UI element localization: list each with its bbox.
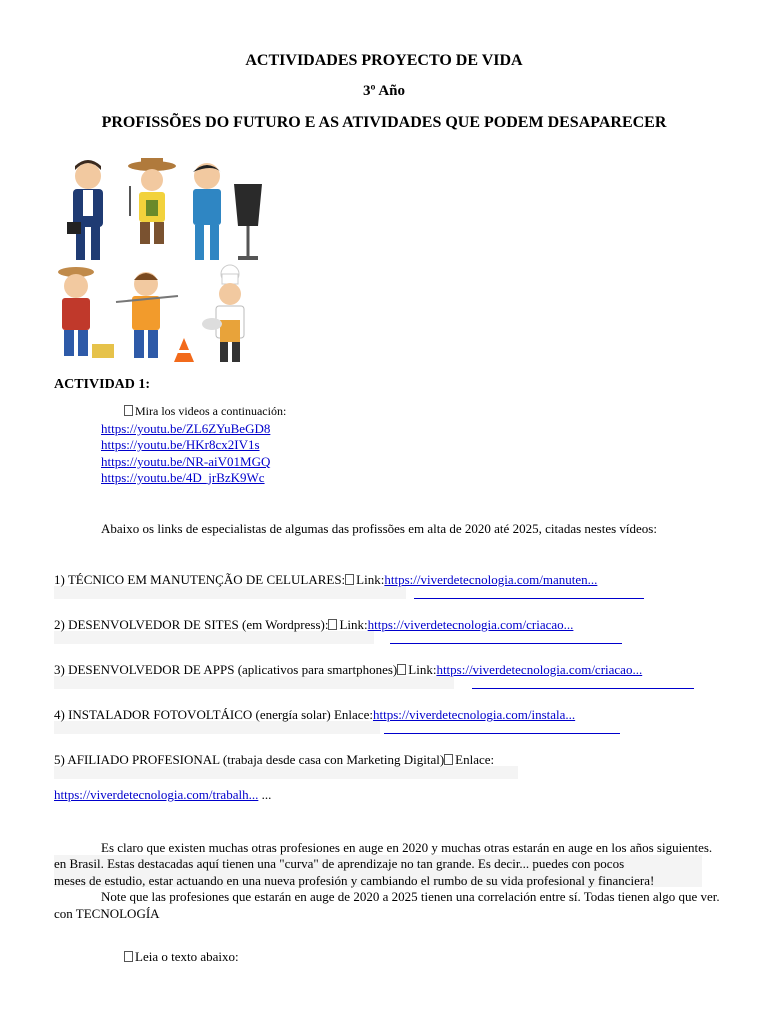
paragraph-line-4: Note que las profesiones que estarán en auge de 2020 a 2025 tienen una correlación entre sí. Todas tienen algo que ver.	[101, 889, 720, 904]
document-year: 3º Año	[362, 83, 406, 99]
video-link-3[interactable]: https://youtu.be/NR-aiV01MGQ	[101, 454, 271, 469]
chef-figure	[202, 265, 244, 362]
profession-item-5-link-line: https://viverdetecnologia.com/trabalh... ...	[54, 787, 272, 802]
videos-instruction: Mira los videos a continuación:	[124, 404, 286, 419]
link-underline	[384, 733, 620, 734]
profession-link-4[interactable]: https://viverdetecnologia.com/instala...	[372, 707, 576, 722]
tailor-figure	[193, 163, 262, 260]
link-underline	[414, 598, 644, 599]
video-link-4[interactable]: https://youtu.be/4D_jrBzK9Wc	[101, 470, 265, 485]
video-link-1[interactable]: https://youtu.be/ZL6ZYuBeGD8	[101, 421, 271, 436]
profession-link-1[interactable]: https://viverdetecnologia.com/manuten...	[384, 572, 598, 587]
profession-link-3[interactable]: https://viverdetecnologia.com/criacao...	[436, 662, 643, 677]
profession-item-5: 5) AFILIADO PROFESIONAL (trabaja desde casa con Marketing Digital) Enlace:	[54, 752, 495, 767]
farmer-figure	[58, 267, 114, 358]
profession-item-4: 4) INSTALADOR FOTOVOLTÁICO (energía solar) Enlace:https://viverdetecnologia.com/instala...	[54, 707, 576, 722]
gardener-figure	[128, 158, 176, 244]
paragraph-line-1: Es claro que existen muchas otras profesiones en auge en 2020 y muchas otras estarán en auge en los años siguientes.	[101, 840, 713, 855]
paragraph-line-5: con TECNOLOGÍA	[54, 906, 160, 921]
construction-worker-figure	[116, 272, 194, 362]
bullet-icon	[397, 664, 406, 675]
profession-item-2: 2) DESENVOLVEDOR DE SITES (em Wordpress): Link:https://viverdetecnologia.com/criacao...	[54, 617, 574, 632]
bullet-icon	[124, 405, 133, 416]
profession-item-1: 1) TÉCNICO EM MANUTENÇÃO DE CELULARES: Link:https://viverdetecnologia.com/manuten...	[54, 572, 598, 587]
read-instruction: Leia o texto abaixo:	[124, 949, 239, 965]
paragraph-line-2: en Brasil. Estas destacadas aquí tienen una "curva" de aprendizaje no tan grande. Es decir... puedes con pocos	[54, 856, 625, 871]
link-underline	[472, 688, 694, 689]
businessman-figure	[67, 160, 103, 260]
profession-link-2[interactable]: https://viverdetecnologia.com/criacao...	[367, 617, 574, 632]
activity-heading: ACTIVIDAD 1:	[54, 377, 151, 392]
paragraph-line-3: meses de estudio, estar actuando en una nueva profesión y cambiando el rumbo de su vida profesional y financiera!	[54, 873, 655, 888]
document-subtitle: PROFISSÕES DO FUTURO E AS ATIVIDADES QUE PODEM DESAPARECER	[101, 114, 667, 131]
link-underline	[390, 643, 622, 644]
bullet-icon	[444, 754, 453, 765]
profession-link-5[interactable]: https://viverdetecnologia.com/trabalh...	[54, 787, 259, 802]
bullet-icon	[345, 574, 354, 585]
bullet-icon	[328, 619, 337, 630]
video-link-2[interactable]: https://youtu.be/HKr8cx2IV1s	[101, 437, 260, 452]
profession-item-3: 3) DESENVOLVEDOR DE APPS (aplicativos para smartphones) Link:https://viverdetecnologia.com/criacao...	[54, 662, 643, 677]
document-title: ACTIVIDADES PROYECTO DE VIDA	[245, 52, 523, 69]
bullet-icon	[124, 951, 133, 962]
professions-illustration	[52, 156, 268, 368]
links-intro: Abaixo os links de especialistas de algumas das profissões em alta de 2020 até 2025, citadas nestes vídeos:	[101, 521, 657, 536]
